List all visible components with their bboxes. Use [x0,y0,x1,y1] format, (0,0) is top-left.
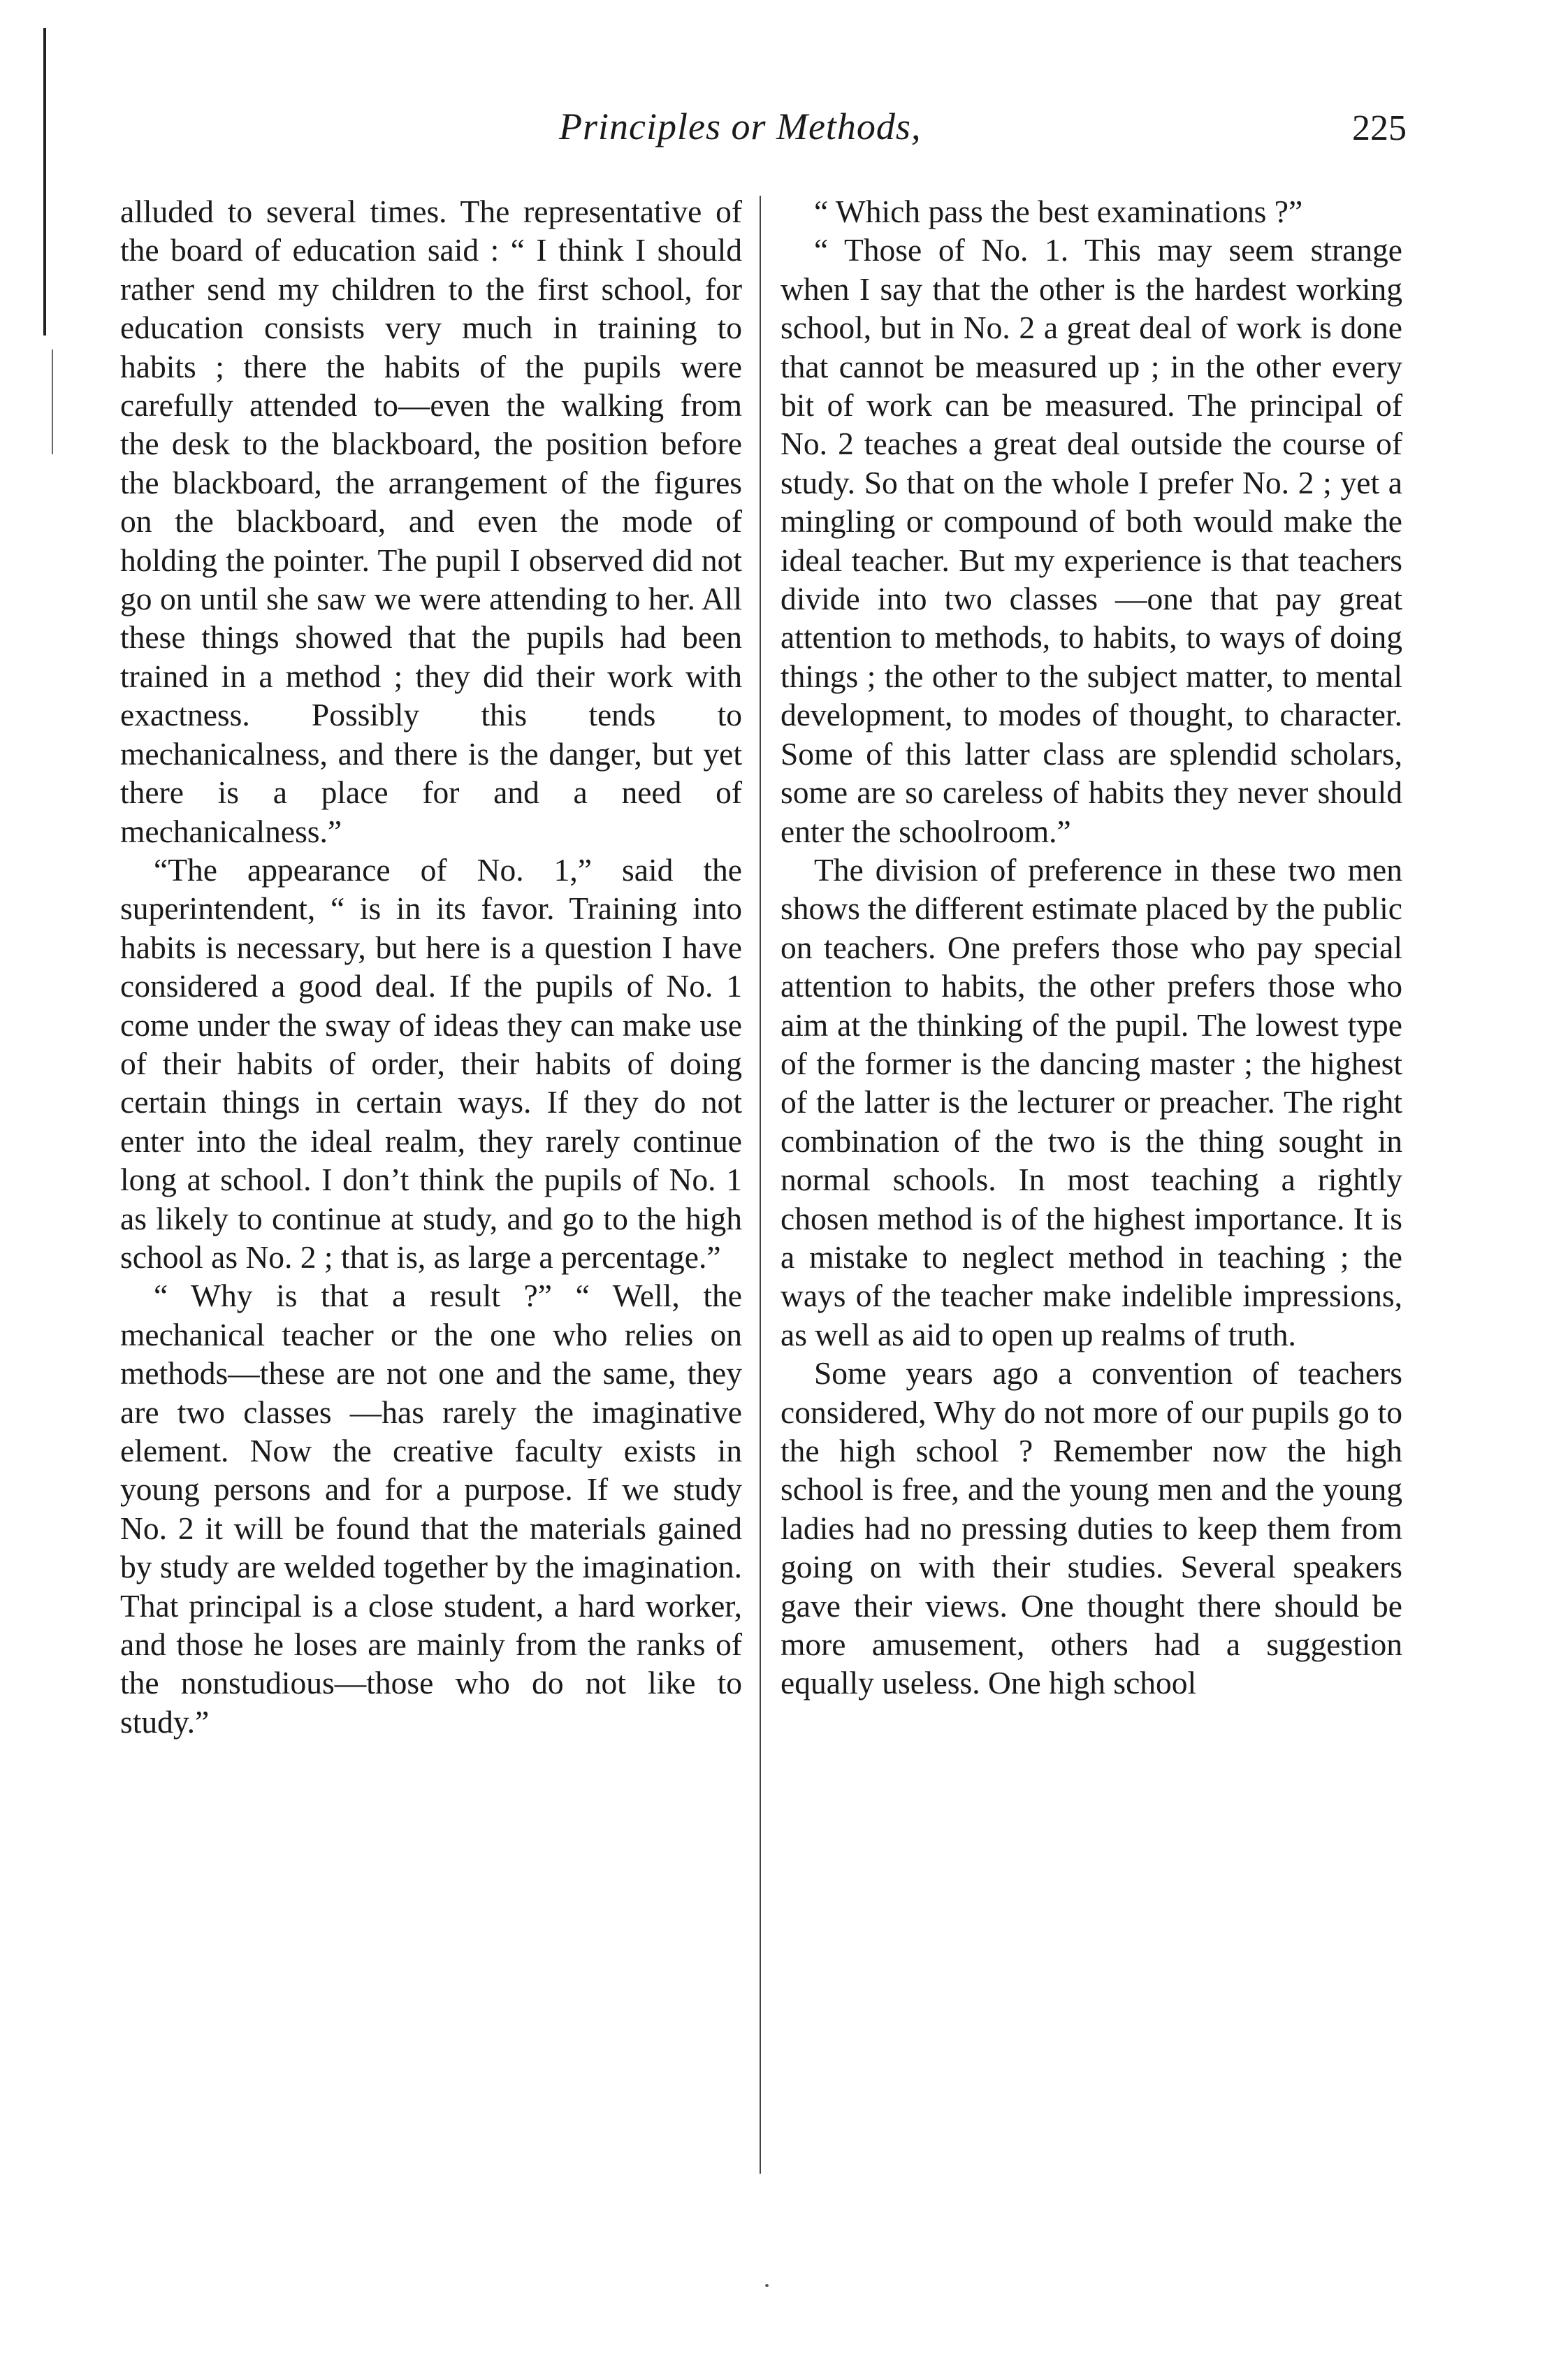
gutter-scan-mark-faint [52,349,53,454]
scan-speck [765,2284,769,2287]
column-divider [760,196,761,2174]
paragraph: The division of preference in these two men shows the different estimate placed by the public on teachers. One prefers those who pay special attention to habits, the other prefers those who aim at the thinking of the pupil. The lowest type of the former is the dancing master ; the highest of the latter is the lecturer or preacher. The right combination of the two is the thing sought in normal schools. In most teaching a rightly chosen method is of the highest importance. It is a mistake to neglect method in teaching ; the ways of the teacher make indelible impressions, as well as aid to open up realms of truth. [781,851,1402,1352]
left-column [120,192,742,1741]
paragraph: alluded to several times. The representative of the board of education said : “ I think I should rather send my children to the first school, for education consists very much in training to habits ; there the habits of the pupils were carefully attended to—even the walking from the desk to the blackboard, the position before the blackboard, the arrangement of the figures on the blackboard, and even the mode of holding the pointer. The pupil I observed did not go on until she saw we were attending to her. All these things showed that the pupils had been trained in a method ; they did their work with exactness. Possibly this tends to mechanicalness, and there is the danger, but yet there is a place for and a need of mechanicalness.” [120,194,742,849]
paragraph: Some years ago a convention of teachers considered, Why do not more of our pupils go to the high school ? Remember now the high school is free, and the young men and the young ladies had no pressing duties to keep them from going on with their studies. Several speakers gave their views. One thought there should be more amusement, others had a suggestion equally useless. One high school [781,1355,1402,1701]
paragraph: “ Why is that a result ?” “ Well, the mechanical teacher or the one who relies on methods—these are not one and the same, they are two classes —has rarely the imaginative element. Now the creative faculty exists in young persons and for a purpose. If we study No. 2 it will be found that the materials gained by study are welded together by the imagination. That principal is a close student, a hard worker, and those he loses are mainly from the ranks of the nonstudious—those who do not like to study.” [120,1278,742,1740]
paragraph: “ Which pass the best examinations ?” [814,194,1303,229]
paragraph: “The appearance of No. 1,” said the superintendent, “ is in its favor. Training into habits is necessary, but here is a question I have considered a good deal. If the pupils of No. 1 come under the sway of ideas they can make use of their habits of order, their habits of doing certain things in certain ways. If they do not enter into the ideal realm, they rarely continue long at school. I don’t think the pupils of No. 1 as likely to continue at study, and go to the high school as No. 2 ; that is, as large a percentage.” [120,851,742,1275]
page-number: 225 [1352,108,1407,148]
running-head [0,105,1568,161]
running-title: Principles or Methods, [559,106,922,147]
paragraph: “ Those of No. 1. This may seem strange when I say that the other is the hardest working school, but in No. 2 a great deal of work is done that cannot be measured up ; in the other every bit of work can be measured. The principal of No. 2 teaches a great deal outside the course of study. So that on the whole I prefer No. 2 ; yet a mingling or compound of both would make the ideal teacher. But my experience is that teachers divide into two classes —one that pay great attention to methods, to habits, to ways of doing things ; the other to the subject matter, to mental development, to modes of thought, to character. Some of this latter class are splendid scholars, some are so careless of habits they never should enter the schoolroom.” [781,232,1402,849]
right-column [781,192,1402,1703]
gutter-scan-mark [43,28,46,335]
